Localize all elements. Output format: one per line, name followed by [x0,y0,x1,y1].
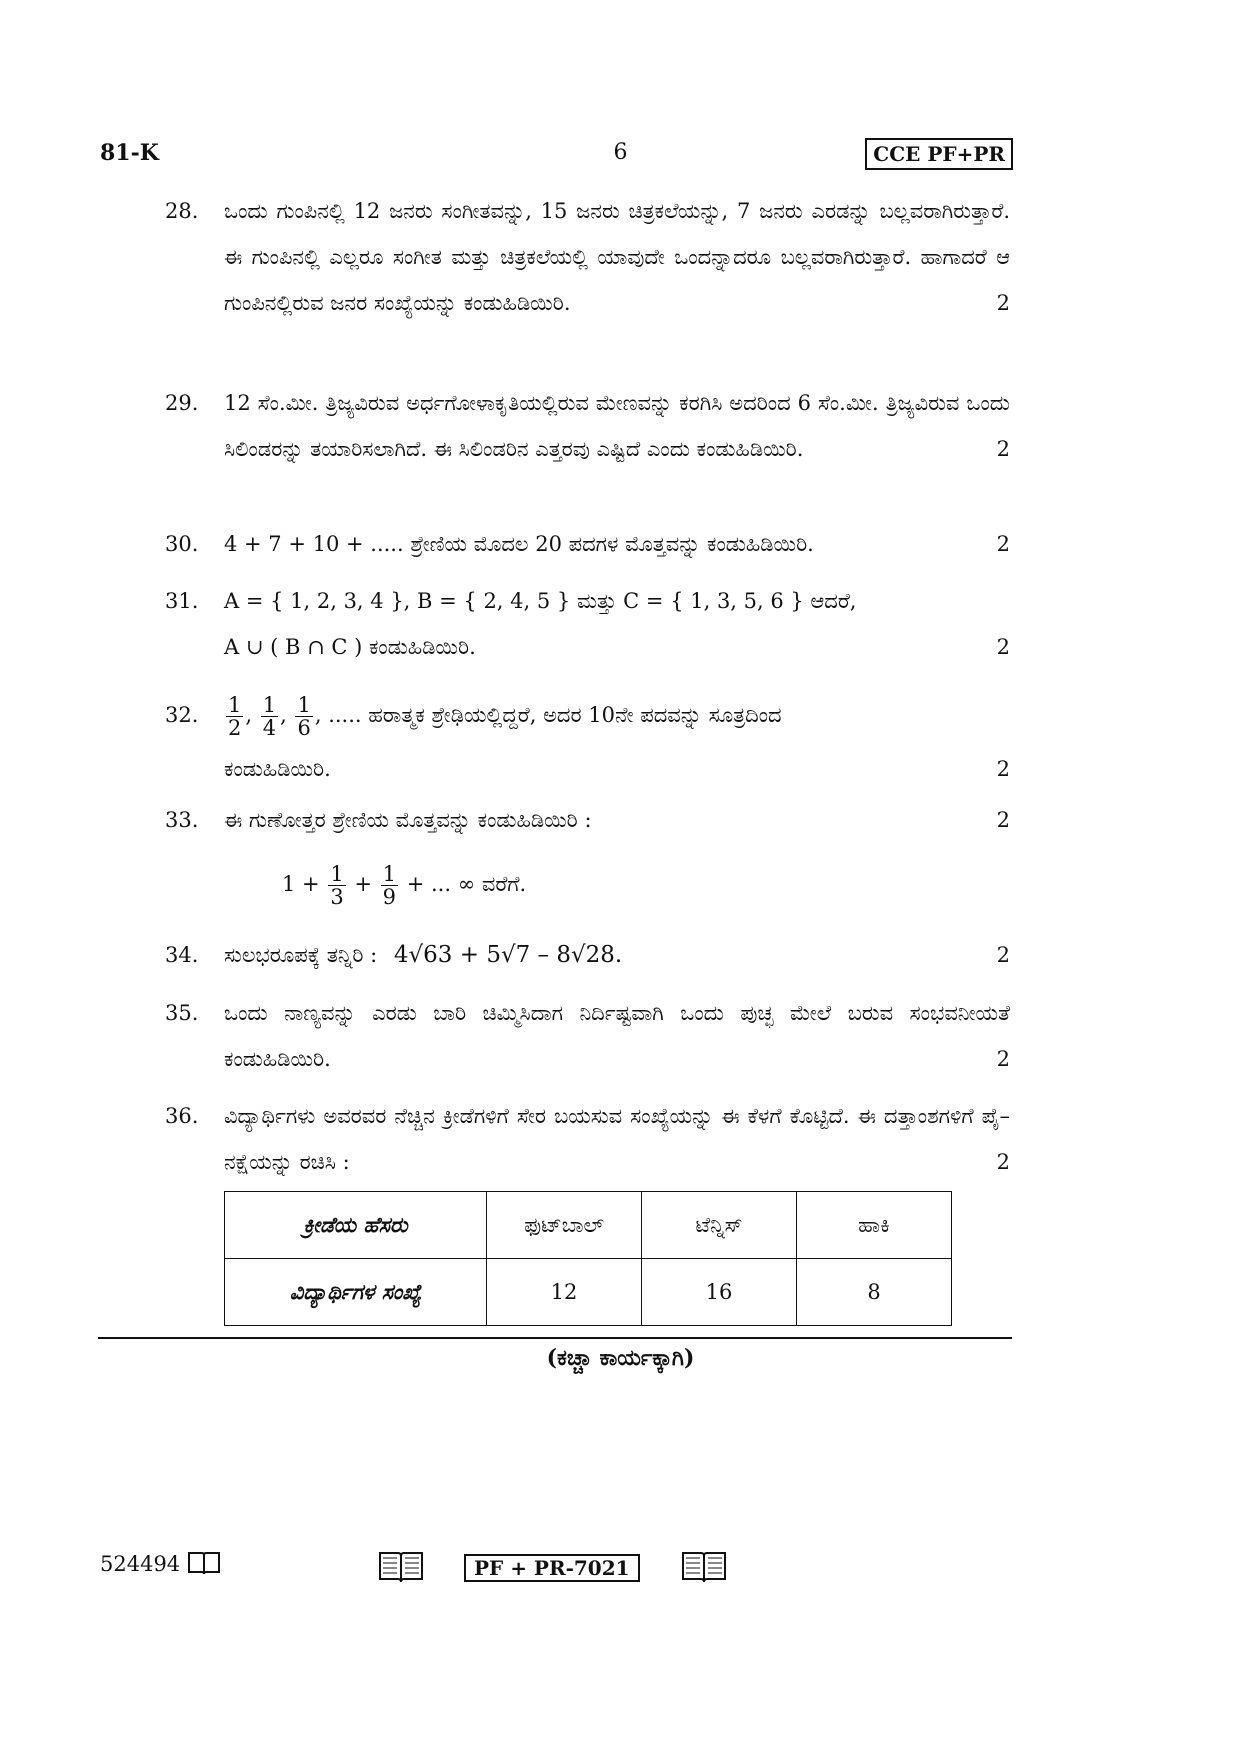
table-header-cell: ವಿದ್ಯಾರ್ಥಿಗಳ ಸಂಖ್ಯೆ [225,1259,487,1326]
footer-code: PF + PR-7021 [464,1554,640,1582]
question-text: ಈ ಗುಣೋತ್ತರ ಶ್ರೇಣಿಯ ಮೊತ್ತವನ್ನು ಕಂಡುಹಿಡಿಯಿರಿ : [224,808,592,832]
table-row [225,1192,952,1259]
question-28 [165,188,1010,326]
paper-code-box [464,1555,640,1581]
question-text: ಒಂದು ಗುಂಪಿನಲ್ಲಿ 12 ಜನರು ಸಂಗೀತವನ್ನು, 15 ಜನರು ಚಿತ್ರಕಲೆಯನ್ನು, 7 ಜನರು ಎರಡನ್ನು ಬಲ್ಲವರಾಗಿರುತ್ತಾರೆ. ಈ ಗುಂಪಿನಲ್ಲಿ ಎಲ್ಲರೂ ಸಂಗೀತ ಮತ್ತು ಚಿತ್ರಕಲೆಯಲ್ಲಿ ಯಾವುದೇ ಒಂದನ್ನಾದರೂ ಬಲ್ಲವರಾಗಿರುತ್ತಾರೆ. ಹಾಗಾದರೆ ಆ ಗುಂಪಿನಲ್ಲಿರುವ ಜನರ ಸಂಖ್ಯೆಯನ್ನು ಕಂಡುಹಿಡಿಯಿರಿ. [224,199,1010,315]
table-cell: ಫುಟ್‌ಬಾಲ್ [487,1192,642,1259]
marks: 2 [996,1150,1010,1174]
sports-table [224,1191,952,1326]
fraction: $\frac{1}{3}$ [330,862,344,909]
book-icon [378,1550,424,1589]
question-number: 32. [165,703,199,727]
question-text: ಒಂದು ನಾಣ್ಯವನ್ನು ಎರಡು ಬಾರಿ ಚಿಮ್ಮಿಸಿದಾಗ ನಿರ್ದಿಷ್ಟವಾಗಿ ಒಂದು ಪುಚ್ಛ ಮೇಲೆ ಬರುವ ಸಂಭವನೀಯತೆ ಕಂಡುಹಿಡಿಯಿರಿ. [224,1001,1010,1071]
serial-number: 524494 [100,1552,181,1576]
paper-code: 81-K [100,140,159,166]
marks: 2 [996,1047,1010,1071]
table-header-cell: ಕ್ರೀಡೆಯ ಹೆಸರು [225,1192,487,1259]
question-number: 31. [165,589,199,613]
surd-expression: 4√63 + 5√7 – 8√28. [393,942,623,968]
marks: 2 [996,757,1010,781]
footer-serial [100,1550,221,1581]
question-29 [165,380,1010,472]
table-cell: 8 [797,1259,952,1326]
page-number: 6 [613,140,628,165]
book-icon [187,1550,221,1581]
fraction: $\frac{1}{2}$ [228,693,242,740]
question-number: 30. [165,532,199,556]
question-text-cont: ಕಂಡುಹಿಡಿಯಿರಿ. [224,757,331,781]
question-32: 32. $\frac{1}{2}$ , $\frac{1}{4}$ , $\frac{1}{6}$ , ..... ಹರಾತ್ಮಕ ಶ್ರೇಢಿಯಲ್ಲಿದ್ದರೆ, ಅದರ 10ನೇ ಪದವನ್ನು ಸೂತ್ರದಿಂದ ಕಂಡುಹಿಡಿಯಿರಿ. 2 [165,684,1010,792]
question-30 [165,521,1010,567]
question-number: 28. [165,199,199,223]
table-cell: ಟೆನ್ನಿಸ್ [642,1192,797,1259]
book-icon [681,1550,727,1589]
series-box: CCE PF+PR [865,138,1013,170]
divider [98,1337,1012,1339]
question-number: 29. [165,391,199,415]
question-number: 35. [165,1001,199,1025]
table-cell: 12 [487,1259,642,1326]
question-text: ..... ಹರಾತ್ಮಕ ಶ್ರೇಢಿಯಲ್ಲಿದ್ದರೆ, ಅದರ 10ನೇ ಪದವನ್ನು ಸೂತ್ರದಿಂದ [328,703,782,727]
set-expression: A ∪ ( B ∩ C ) ಕಂಡುಹಿಡಿಯಿರಿ. [224,635,476,659]
question-text: 12 ಸೆಂ.ಮೀ. ತ್ರಿಜ್ಯವಿರುವ ಅರ್ಧಗೋಳಾಕೃತಿಯಲ್ಲಿರುವ ಮೇಣವನ್ನು ಕರಗಿಸಿ ಅದರಿಂದ 6 ಸೆಂ.ಮೀ. ತ್ರಿಜ್ಯವಿರುವ ಒಂದು ಸಿಲಿಂಡರನ್ನು ತಯಾರಿಸಲಾಗಿದೆ. ಈ ಸಿಲಿಂಡರಿನ ಎತ್ತರವು ಎಷ್ಟಿದೆ ಎಂದು ಕಂಡುಹಿಡಿಯಿರಿ. [224,391,1010,461]
marks: 2 [996,635,1010,659]
table-cell: 16 [642,1259,797,1326]
question-number: 36. [165,1104,199,1128]
fraction: $\frac{1}{9}$ [382,862,397,909]
fraction: $\frac{1}{4}$ [262,693,277,740]
question-text: 4 + 7 + 10 + ..... ಶ್ರೇಣಿಯ ಮೊದಲ 20 ಪದಗಳ ಮೊತ್ತವನ್ನು ಕಂಡುಹಿಡಿಯಿರಿ. [224,532,814,556]
table-row [225,1259,952,1326]
question-33 [165,797,1010,915]
question-number: 33. [165,808,199,832]
question-31 [165,578,1010,670]
rough-work-label: (ಕಚ್ಚಾ ಕಾರ್ಯಕ್ಕಾಗಿ) [546,1345,695,1371]
question-35 [165,990,1010,1082]
marks: 2 [996,808,1010,832]
question-number: 34. [165,943,199,967]
set-definitions: A = { 1, 2, 3, 4 }, B = { 2, 4, 5 } ಮತ್ತು C = { 1, 3, 5, 6 } ಆದರೆ, [224,589,857,613]
marks: 2 [996,943,1010,967]
question-34 [165,932,1010,978]
marks: 2 [996,532,1010,556]
geometric-series: 1 + $\frac{1}{3}$ + $\frac{1}{9}$ + ... ∞ ವರೆಗೆ. [282,862,527,909]
question-text: ಸುಲಭರೂಪಕ್ಕೆ ತನ್ನಿರಿ : [224,943,378,967]
question-36 [165,1093,1010,1185]
marks: 2 [996,291,1010,315]
fraction: $\frac{1}{6}$ [297,693,311,740]
table-cell: ಹಾಕಿ [797,1192,952,1259]
marks: 2 [996,437,1010,461]
question-text: ವಿದ್ಯಾರ್ಥಿಗಳು ಅವರವರ ನೆಚ್ಚಿನ ಕ್ರೀಡೆಗಳಿಗೆ ಸೇರ ಬಯಸುವ ಸಂಖ್ಯೆಯನ್ನು ಈ ಕೆಳಗೆ ಕೊಟ್ಟಿದೆ. ಈ ದತ್ತಾಂಶಗಳಿಗೆ ಪೈ–ನಕ್ಷೆಯನ್ನು ರಚಿಸಿ : [224,1104,1010,1174]
